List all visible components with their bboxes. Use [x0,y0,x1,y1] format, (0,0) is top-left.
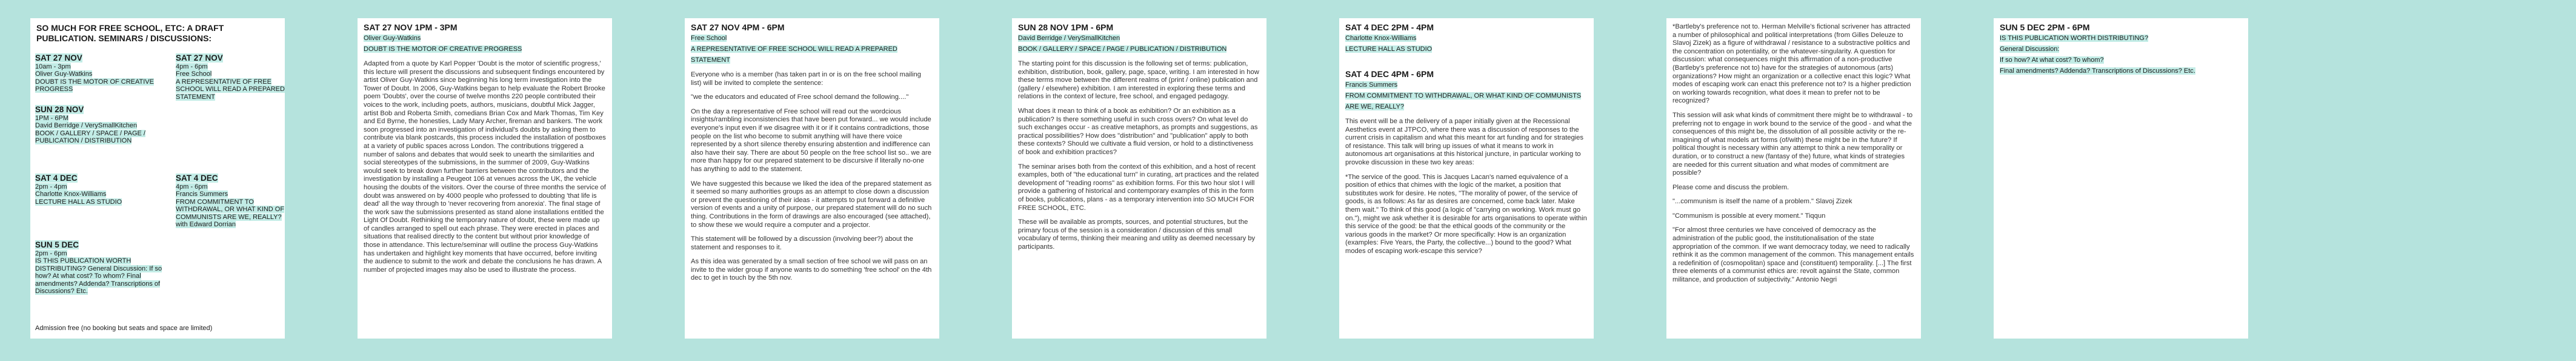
paragraph: "we the educators and educated of Free school demand the following...." [691,93,909,101]
event-time: 4pm - 6pm [176,183,208,191]
paragraph: The starting point for this discussion is the following set of terms: publication, exhibition, distribution, book, gallery, page, space, writing. I am interested in how these terms move between the different realms of (print / online) publication and (gallery / elsewhere) exhibition. I am interested in exploring these terms and relations in the context of lecture, free school, and engaged pedagogy. [1018,60,1259,101]
event-sat4-a [35,175,156,206]
panel-topic: BOOK / GALLERY / SPACE / PAGE / PUBLICATION / DISTRIBUTION [1018,46,1227,53]
event-topic: BOOK / GALLERY / SPACE / PAGE / PUBLICATION / DISTRIBUTION [35,129,145,144]
paragraph: What does it mean to think of a book as exhibition? Or an exhibition as a publication? Is there something useful in such cross overs? On what level do such exchanges occur - as creative metaphors, as prompts and suggestions, as practical possibilities? How does "distribution" and "publication" apply to both these contexts? Should we cultivate a fluid version, or hold to a distinctiveness of book and exhibition practices? [1018,107,1258,156]
event-panel-4 [1339,18,1594,339]
event-sun28 [35,106,168,145]
panel-topic: IS THIS PUBLICATION WORTH DISTRIBUTING? [2000,35,2149,42]
event-extra: with Edward Dorrian [176,221,236,228]
event-topic: IS THIS PUBLICATION WORTH DISTRIBUTING? General Discussion: If so how? At what cost? To whom? Final amendments? Addenda? Transcriptions of Discussions? Etc. [35,257,162,295]
paragraph: This statement will be followed by a discussion (involving beer?) about the statement and responses to it. [691,235,913,251]
event-time: 1PM - 6PM [35,114,69,122]
panel-names: David Berridge / VerySmallKitchen [1018,35,1120,42]
paragraph: We have suggested this because we liked the idea of the prepared statement as it seemed so many authorities groups as an attempt to close down a discussion or prevent the questioning of their ideas - it attempts to put forward a definitive version of events and a unity of purpose, our prepared statement will do no such thing. Contributions in the form of drawings are also encouraged (see attached), to show these we would require a computer and a projector. [691,180,932,229]
event-topic: LECTURE HALL AS STUDIO [35,198,122,206]
panel-date-2: SAT 4 DEC 4PM - 6PM [1345,69,1434,79]
event-date: SAT 27 NOV [35,53,82,62]
event-time: 10am - 3pm [35,62,71,70]
event-date: SAT 4 DEC [176,174,218,183]
panel-names-2: Francis Summers [1345,81,1398,89]
event-topic: FROM COMMITMENT TO WITHDRAWAL, OR WHAT KIND OF COMMUNISTS ARE WE, REALLY? [176,198,285,221]
panel-names: Charlotte Knox-Williams [1345,35,1417,42]
panel-body [1018,60,1260,251]
paragraph: This session will ask what kinds of commitment there might be to withdrawal - to preferring not to engage in work bound to the service of the good - and what the consequences of this might be, the dissolution of all possible activity or the re-imagining of what models art forms (of/with) these might be in the future? If political thought is necessary within any attempt to think a new temporality or duration, or to construct a new (fantasy of the) future, what kinds of strategies are needed for this current situation and what modes of commitment are possible? [1672,111,1913,177]
panel-date: SAT 27 NOV 1PM - 3PM [364,22,458,32]
panel-date: SAT 4 DEC 2PM - 4PM [1345,22,1434,32]
panel-date: SUN 5 DEC 2PM - 6PM [2000,22,2090,32]
event-panel-3 [1012,18,1266,339]
panel-names: Oliver Guy-Watkins [364,35,421,42]
schedule-panel [30,18,285,339]
page-title: SO MUCH FOR FREE SCHOOL, ETC: A DRAFT PUBLICATION. SEMINARS / DISCUSSIONS: [36,23,224,43]
event-date: SAT 27 NOV [176,53,223,62]
event-panel-5 [1666,18,1921,339]
panel-body [1672,23,1915,285]
event-date: SUN 28 NOV [35,105,84,114]
panel-line: General Discussion: [2000,46,2060,53]
panel-date: SAT 27 NOV 4PM - 6PM [691,22,785,32]
event-sun5 [35,241,175,295]
event-panel-2 [685,18,939,339]
event-time: 2pm - 4pm [35,183,67,191]
panel-names: Free School [691,35,727,42]
paragraph: "...communism is itself the name of a problem." Slavoj Zizek [1672,198,1852,206]
event-panel-6 [1994,18,2248,339]
event-topic: A REPRESENTATIVE OF FREE SCHOOL WILL READ A PREPARED STATEMENT [176,78,285,101]
paragraph: *Bartleby's preference not to. Herman Melville's fictional scrivener has attracted a number of philosophical and political interpretations (from Gilles Deleuze to Slavoj Zizek) as a figure of withdrawal / resistance to a substractive politics and the concentration on potentiality, or the whatever-singularity. A question for discussion: what consequences might this affirmation of a non-productive (Bartleby's preference not to) have for the strategies of autonomous (arts) organizations? How might an organization or a collective enact this logic? What modes of escaping work can enact this preference not to? Is a higher prediction on working towards recognition, what does it mean to prefer not to be recognized? [1672,23,1911,105]
paragraph: Everyone who is a member (has taken part in or is on the free school mailing list) will be invited to complete the sentence: [691,71,921,87]
panel-line: If so how? At what cost? To whom? [2000,56,2104,64]
paragraph: *The service of the good. This is Jacques Lacan's named equivalence of a position of ethics that chimes with the logic of the market, a position that substitutes work for desire. He notes, "The morality of power, of the service of goods, is as follows: As far as desires are concerned, come back later. Make them wait." To think of this good (a logic of "carrying on working. Work must go on."), might we ask whether it is desirable for arts organisations to operate within this service of the good: be that the ethical goods of the community or the various goods in the market? Or more specifically: How is an organization (examples: Five Years, the Party, the collective...) bound to the good? What modes of escaping work-escape this service? [1345,173,1587,255]
event-time: 2pm - 6pm [35,249,67,257]
event-names: Oliver Guy-Watkins [35,70,93,78]
event-sat27-b [176,55,285,101]
paragraph: On the day a representative of Free school will read out the wordcious insights/rambling inconsistencies that have been put forward... we would include everyone's input even if we disagree with it or if it contains contradictions, those people on the list who become to submit anything will have there voice represented by a short silence thereby ensuring abstention and indifference can also have their say. There are about 50 people on the free school list so.. we are more than happy for our prepared statement to be discursive if literally no-one has anything to add to the statement. [691,107,931,173]
paragraph: These will be available as prompts, sources, and potential structures, but the primary focus of the session is a consideration / discussion of this small vocabulary of terms, thinking their meaning and utility as deemed necessary by participants. [1018,218,1256,251]
admission-note: Admission free (no booking but seats and space are limited) [35,325,213,332]
event-names: Francis Summers [176,191,228,198]
paragraph: "Communism is possible at every moment." Tiqqun [1672,212,1826,220]
event-topic: DOUBT IS THE MOTOR OF CREATIVE PROGRESS [35,78,154,93]
paragraph: "For almost three centuries we have conceived of democracy as the administration of the public good, the institutionalisation of the state appropriation of the common. If we want democracy today, we need to radically rethink it as the common management of the common. This management entails a redefinition of (cosmopolitan) space and (constituent) temporality. [...] The first three elements of a communist ethics are: revolt against the State, common militance, and production of subjectivity." Antonio Negri [1672,226,1914,284]
paragraph: This event will be a the delivery of a paper initially given at the Recessional Aesthetics event at JTPCO, where there was a discussion of responses to the current crisis in capitalism and what this meant for art funding and for strategies of resistance. This talk will bring up issues of what it means to work in autonomous art organisations at this historical juncture, in particular working to provoke discussion in these two key areas: [1345,118,1583,166]
panel-topic-2: FROM COMMITMENT TO WITHDRAWAL, OR WHAT KIND OF COMMUNISTS ARE WE, REALLY? [1345,92,1582,110]
event-time: 4pm - 6pm [176,62,208,70]
event-names: Free School [176,70,212,78]
panel-topic: DOUBT IS THE MOTOR OF CREATIVE PROGRESS [364,46,522,53]
paragraph: As this idea was generated by a small section of free school we will pass on an invite to the wider group if anyone wants to do something 'free school' on the 4th dec to get in touch by the 5th nov. [691,258,932,282]
event-panel-1 [358,18,612,339]
panel-date: SUN 28 NOV 1PM - 6PM [1018,22,1114,32]
panel-line: Final amendments? Addenda? Transcriptions of Discussions? Etc. [2000,67,2195,75]
paragraph: Please come and discuss the problem. [1672,183,1789,191]
event-sat27-a [35,55,156,93]
event-names: Charlotte Knox-Williams [35,191,107,198]
event-date: SAT 4 DEC [35,174,78,183]
event-names: David Berridge / VerySmallKitchen [35,122,138,129]
panel-topic: LECTURE HALL AS STUDIO [1345,46,1433,53]
paragraph: Adapted from a quote by Karl Popper 'Doubt is the motor of scientific progress,' this lecture will present the discussions and subsequent findings encountered by artist Oliver Guy-Watkins since beginning his long term investigation into the Tower of Doubt. In 2006, Guy-Watkins began to help evaluate the Robert Brooke poem 'Doubts', over the course of twelve months 220 people contributed their voices to the work, including poets, authors, musicians, doubtful Mick Jagger, artist Bob and Roberta Smith, comedians Brian Cox and Mark Thomas, Tim Key and Ed Byrne, the honesties, Lady Mary Archer, fireman and bankers. The work soon progressed into an investigation of individual's doubts by asking them to contribute via blank postcards, this process included the installation of postboxes at a variety of public spaces across London. The contributions triggered a number of salons and debates that would seek to unearth the similarities and social stereotypes of the submissions, in the summer of 2009, Guy-Watkins would seek to break down further barriers between the contributors and the investigation by installing a Peugeot 106 at venues across the UK, the vehicle housing the doubts of the visitors. Over the course of three months the service of doubt was answered on by 4000 people who professed to doubting 'that life is dead' all the way through to 'never recovering from anorexia'. The final stage of the work saw the submissions presented as stand alone installations entitled the Light Of Doubt. Rethinking the temporary nature of doubt, these were made up of candles arranged to spell out each phrase. They were erected in places and situations that realised directly to the content but without prior knowledge of those in attendance. This lecture/seminar will outline the process Guy-Watkins has undertaken and highlight key moments that have occurred, before inviting the audience to submit to the work and debate the conclusions he has drawn. A number of projected images may also be used to illustrate the process. [364,60,606,274]
event-date: SUN 5 DEC [35,240,79,249]
panel-body [364,60,606,274]
paragraph: The seminar arises both from the context of this exhibition, and a host of recent examples, both of "the educational turn" in curating, art practices and the related development of "reading rooms" as exhibition forms. For this two hour slot I will provide a gathering of historical and contemporary examples of this in the form of books, publications, plans - as a temporary intervention into SO MUCH FOR FREE SCHOOL, ETC. [1018,163,1259,212]
panel-topic: A REPRESENTATIVE OF FREE SCHOOL WILL READ A PREPARED STATEMENT [691,46,897,64]
panel-body [691,71,933,283]
event-sat4-b [176,175,285,229]
panel-body [1345,118,1588,256]
